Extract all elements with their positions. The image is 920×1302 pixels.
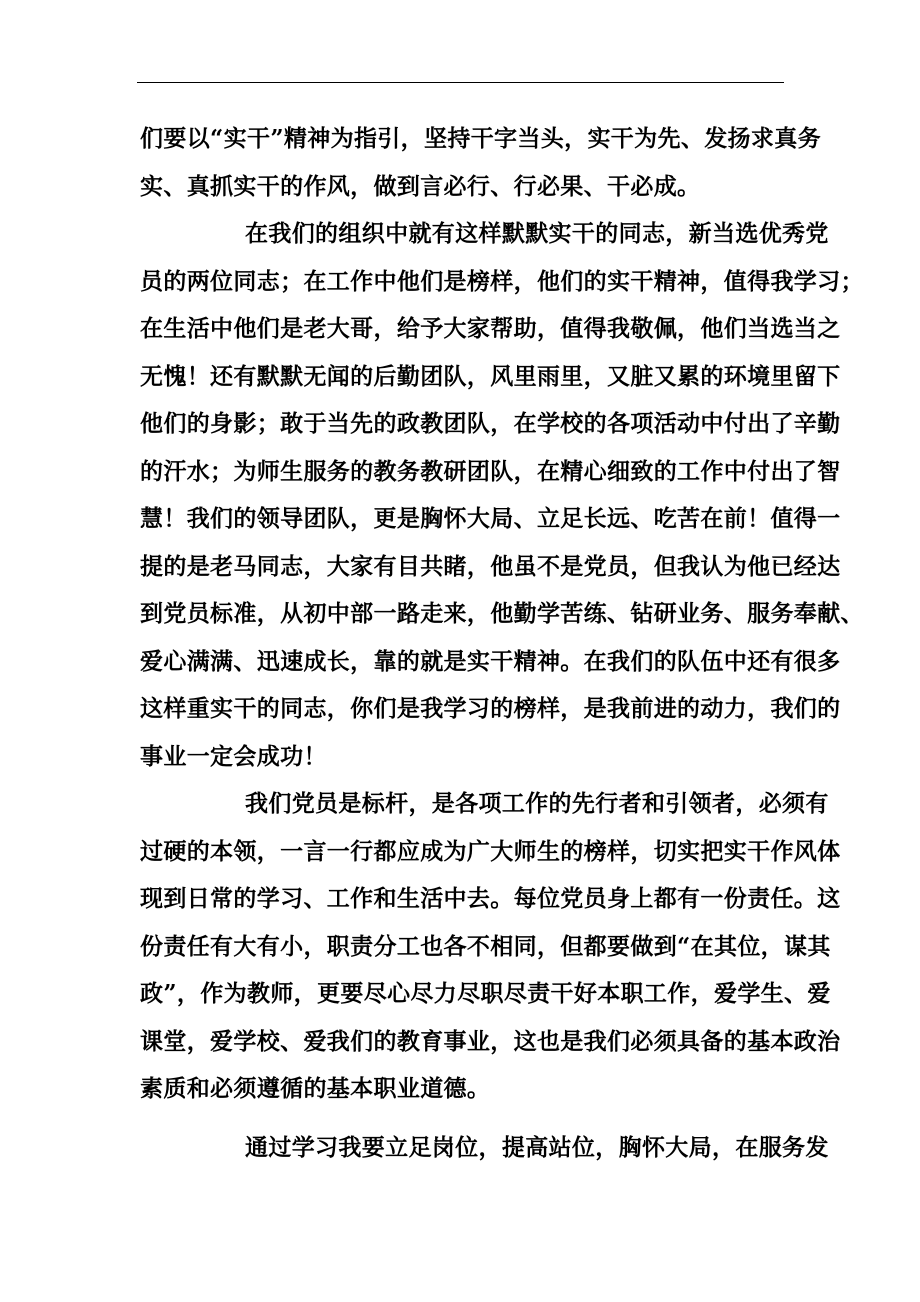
text-line: 事业一定会成功！ bbox=[140, 743, 327, 770]
text-line: 爱心满满、迅速成长，靠的就是实干精神。在我们的队伍中还有很多 bbox=[140, 648, 841, 675]
text-line: 到党员标准，从初中部一路走来，他勤学苦练、钻研业务、服务奉献、 bbox=[140, 600, 864, 627]
text-line: 过硬的本领，一言一行都应成为广大师生的榜样，切实把实干作风体 bbox=[140, 838, 841, 865]
text-line: 提的是老马同志，大家有目共睹，他虽不是党员，但我认为他已经达 bbox=[140, 553, 841, 580]
text-line: 实、真抓实干的作风，做到言必行、行必果、干必成。 bbox=[140, 173, 701, 200]
text-line: 在我们的组织中就有这样默默实干的同志，新当选优秀党 bbox=[245, 220, 829, 247]
text-line: 无愧！还有默默无闻的后勤团队，风里雨里，又脏又累的环境里留下 bbox=[140, 363, 841, 390]
text-line: 政”，作为教师，更要尽心尽力尽职尽责干好本职工作，爱学生、爱 bbox=[140, 980, 831, 1007]
text-line: 现到日常的学习、工作和生活中去。每位党员身上都有一份责任。这 bbox=[140, 885, 841, 912]
text-line: 员的两位同志；在工作中他们是榜样，他们的实干精神，值得我学习； bbox=[140, 268, 864, 295]
text-line: 这样重实干的同志，你们是我学习的榜样，是我前进的动力，我们的 bbox=[140, 695, 841, 722]
text-line: 们要以“实干”精神为指引，坚持干字当头，实干为先、发扬求真务 bbox=[140, 125, 821, 152]
text-line: 在生活中他们是老大哥，给予大家帮助，值得我敬佩，他们当选当之 bbox=[140, 315, 841, 342]
text-line: 慧！我们的领导团队，更是胸怀大局、立足长远、吃苦在前！值得一 bbox=[140, 505, 841, 532]
text-line: 的汗水；为师生服务的教务教研团队，在精心细致的工作中付出了智 bbox=[140, 458, 841, 485]
text-line: 他们的身影；敢于当先的政教团队，在学校的各项活动中付出了辛勤 bbox=[140, 410, 841, 437]
header-rule bbox=[137, 82, 784, 83]
text-line: 课堂，爱学校、爱我们的教育事业，这也是我们必须具备的基本政治 bbox=[140, 1028, 841, 1055]
text-line: 份责任有大有小，职责分工也各不相同，但都要做到“在其位，谋其 bbox=[140, 933, 831, 960]
text-line: 素质和必须遵循的基本职业道德。 bbox=[140, 1075, 491, 1102]
text-line: 我们党员是标杆，是各项工作的先行者和引领者，必须有 bbox=[245, 790, 829, 817]
text-line: 通过学习我要立足岗位，提高站位，胸怀大局，在服务发 bbox=[245, 1134, 829, 1161]
